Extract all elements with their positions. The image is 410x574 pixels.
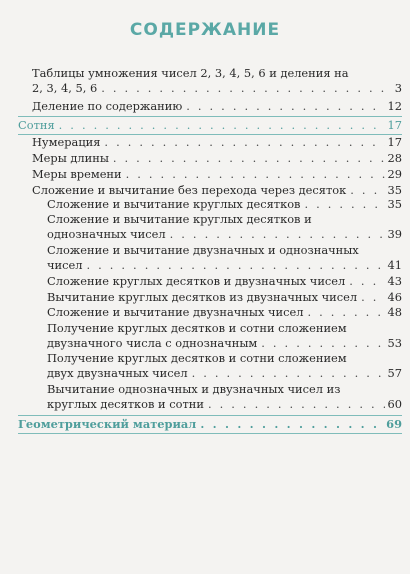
leader-dots (192, 366, 385, 381)
toc-entry-round-tens[interactable] (47, 197, 402, 212)
toc-page-number: 29 (387, 167, 402, 181)
toc-entry-length-measures[interactable] (32, 151, 402, 166)
toc-page-number: 17 (387, 118, 402, 132)
section-divider (18, 433, 402, 434)
toc-entry-two-digit-single-digit[interactable] (47, 243, 402, 273)
toc-page-number: 12 (387, 99, 402, 113)
toc-entry-round-tens-two-plus-one[interactable] (47, 321, 402, 351)
leader-dots (186, 99, 384, 114)
toc-entry-text: Получение круглых десятков и сотни сложением (47, 351, 347, 365)
toc-entry-text: однозначных чисел (47, 227, 166, 241)
toc-page-number: 69 (386, 417, 402, 431)
section-divider (18, 116, 402, 117)
toc-entry-division[interactable] (32, 99, 402, 114)
toc-page-number: 28 (387, 151, 402, 165)
section-divider (18, 415, 402, 416)
toc-page-number: 48 (387, 305, 402, 319)
toc-entry-text: двух двузначных чисел (47, 366, 188, 380)
toc-page-number: 17 (387, 135, 402, 149)
leader-dots (200, 417, 383, 432)
toc-page-number: 35 (387, 197, 402, 211)
toc-entry-text: Получение круглых десятков и сотни сложением (47, 321, 347, 335)
toc-entry-add-sub-two-digit[interactable] (47, 305, 402, 320)
leader-dots (104, 135, 384, 150)
toc-entry-text: Сложение и вычитание круглых десятков и (47, 212, 312, 226)
leader-dots (361, 290, 384, 305)
toc-page-number: 46 (387, 290, 402, 304)
toc-section-text: Геометрический материал (18, 417, 197, 431)
toc-entry-sub-from-round-tens[interactable] (47, 382, 402, 412)
toc-entry-sub-round-tens-two-digit[interactable] (47, 290, 402, 305)
toc-page-number: 53 (387, 336, 402, 350)
toc-entry-text: Сложение круглых десятков и двузначных чисел (47, 274, 346, 288)
toc-section-hundred[interactable] (18, 118, 402, 133)
leader-dots (350, 183, 384, 198)
toc-entry-text: 2, 3, 4, 5, 6 (32, 81, 98, 95)
toc-entry-text: Таблицы умножения чисел 2, 3, 4, 5, 6 и деления на (32, 66, 349, 80)
toc-entry-multiplication-tables[interactable] (32, 66, 402, 96)
page-title: СОДЕРЖАНИЕ (129, 20, 281, 40)
leader-dots (307, 305, 384, 320)
leader-dots (59, 118, 385, 133)
toc-entry-text: Нумерация (32, 135, 101, 149)
toc-entry-numeration[interactable] (32, 135, 402, 150)
toc-entry-text: круглых десятков и сотни (47, 397, 204, 411)
toc-entry-text: Вычитание однозначных и двузначных чисел из (47, 382, 341, 396)
leader-dots (170, 227, 385, 242)
toc-entry-text: Меры времени (32, 167, 122, 181)
leader-dots (86, 258, 384, 273)
leader-dots (349, 274, 384, 289)
toc-entry-text: Сложение и вычитание без перехода через десяток (32, 183, 347, 197)
leader-dots (208, 397, 385, 412)
leader-dots (304, 197, 384, 212)
toc-page-number: 3 (394, 81, 402, 95)
toc-entry-text: Деление по содержанию (32, 99, 183, 113)
toc-entry-text: Вычитание круглых десятков из двузначных чисел (47, 290, 358, 304)
leader-dots (126, 167, 385, 182)
toc-entry-time-measures[interactable] (32, 167, 402, 182)
toc-page-number: 43 (387, 274, 402, 288)
toc-entry-add-sub-no-carry[interactable] (32, 183, 402, 198)
toc-entry-text: чисел (47, 258, 83, 272)
toc-entry-round-tens-two-plus-two[interactable] (47, 351, 402, 381)
toc-entry-text: двузначного числа с однозначным (47, 336, 258, 350)
toc-entry-text: Сложение и вычитание двузначных чисел (47, 305, 304, 319)
leader-dots (113, 151, 385, 166)
toc-page-number: 57 (387, 366, 402, 380)
toc-section-geometry[interactable] (18, 417, 402, 432)
toc-entry-text: Меры длины (32, 151, 109, 165)
toc-entry-round-tens-single-digit[interactable] (47, 212, 402, 242)
toc-page-number: 35 (387, 183, 402, 197)
leader-dots (261, 336, 384, 351)
toc-entry-text: Сложение и вычитание двузначных и однозначных (47, 243, 359, 257)
toc-entry-text: Сложение и вычитание круглых десятков (47, 197, 301, 211)
toc-page-number: 41 (387, 258, 402, 272)
toc-section-text: Сотня (18, 118, 55, 132)
leader-dots (101, 81, 385, 96)
toc-entry-add-round-tens-two-digit[interactable] (47, 274, 402, 289)
toc-page-number: 39 (387, 227, 402, 241)
toc-page-number: 60 (387, 397, 402, 411)
